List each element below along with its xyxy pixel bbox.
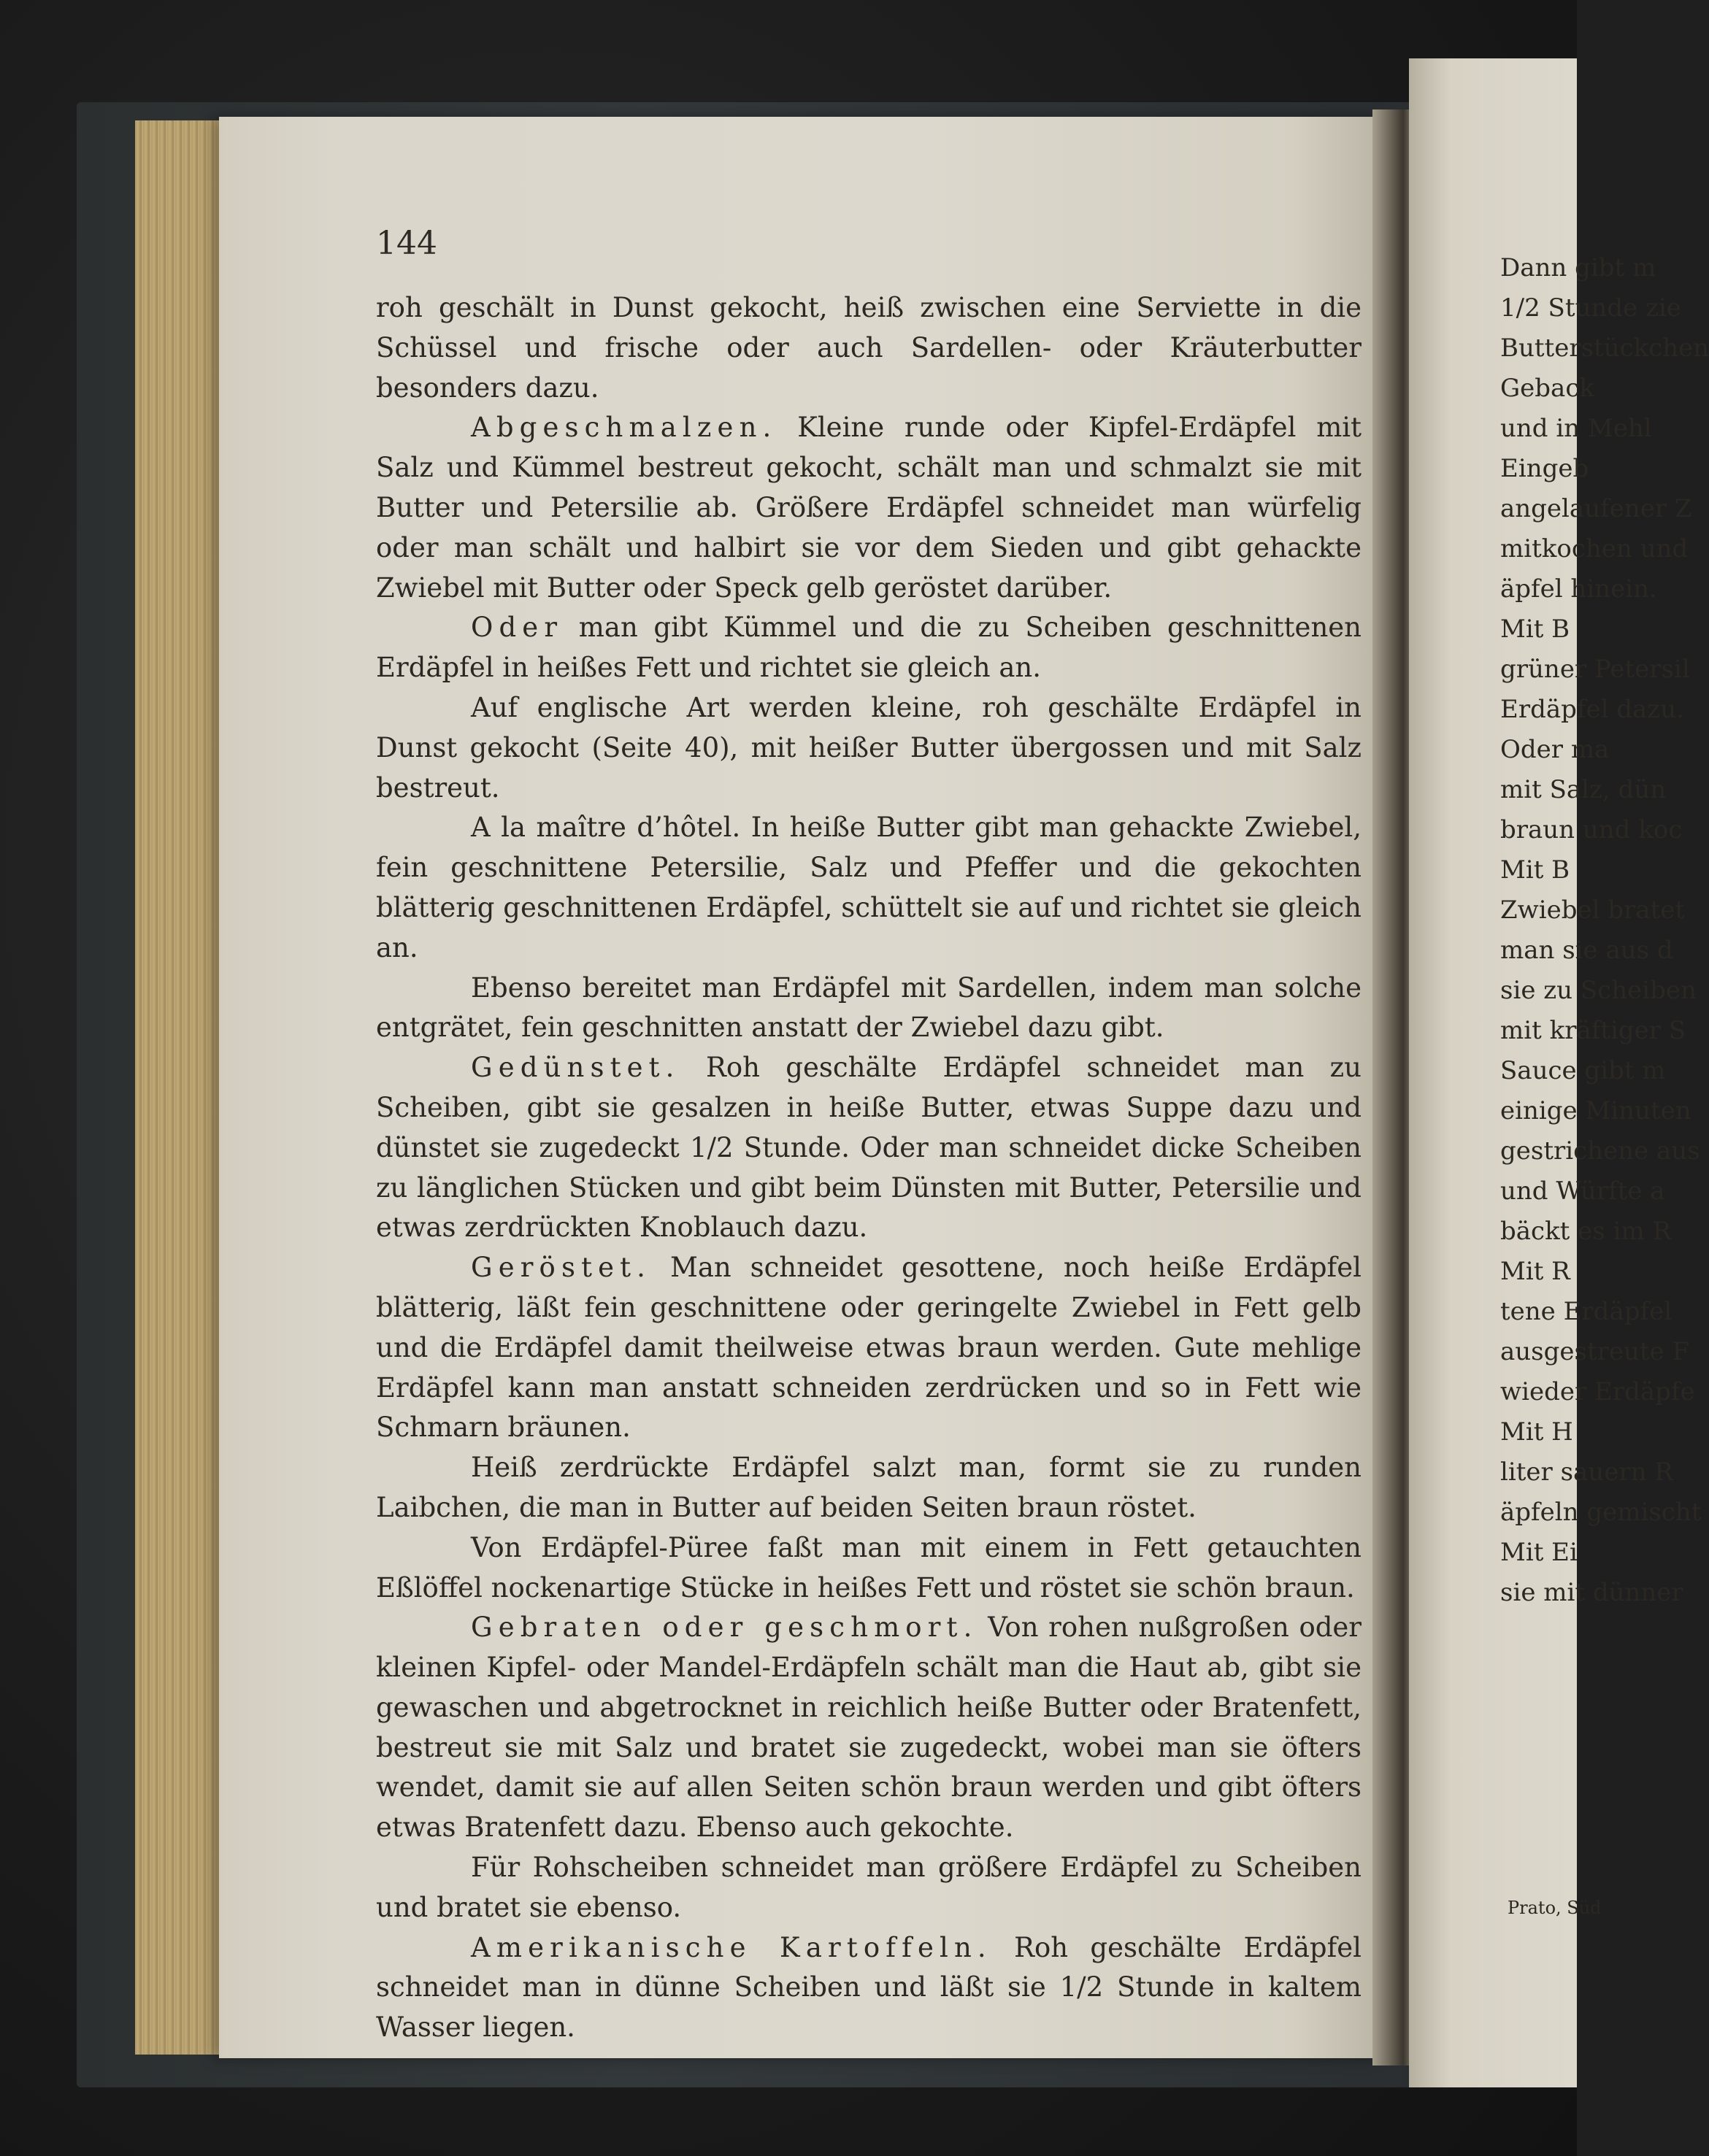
- right-page-line: man sie aus d: [1500, 936, 1673, 965]
- right-page-line: Mit R: [1500, 1257, 1570, 1286]
- paragraph: [376, 408, 1362, 608]
- paragraph-heading: Oder: [471, 612, 564, 644]
- right-page-line: Zwiebel bratet: [1500, 896, 1686, 925]
- right-page-line: braun und koc: [1500, 815, 1683, 844]
- paragraph-text: Roh geschälte Erdäpfel schneidet man zu Scheiben, gibt sie gesalzen in heiße Butter, etwas Suppe dazu und dünstet sie zugedeckt 1/2 Stunde. Oder man schneidet dicke Scheiben zu länglichen Stücken und gibt beim Dünsten mit Butter, Petersilie und etwas zerdrückten Knoblauch dazu.: [376, 1052, 1362, 1244]
- paragraph: [376, 1928, 1362, 2048]
- right-page-line: Mit B: [1500, 615, 1570, 644]
- paragraph-text: roh geschält in Dunst gekocht, heiß zwischen eine Serviette in die Schüssel und frische oder auch Sardellen- oder Kräuterbutter besonders dazu.: [376, 292, 1362, 404]
- right-page-line: mitkochen und: [1500, 534, 1689, 563]
- paragraph: [376, 688, 1362, 808]
- paragraph-heading: Gedünstet.: [471, 1052, 680, 1084]
- right-page-line: einige Minuten: [1500, 1096, 1691, 1125]
- paragraph: [376, 1048, 1362, 1248]
- right-page-line: Butterstückchen: [1500, 334, 1709, 363]
- paragraph: [376, 1608, 1362, 1848]
- right-page-line: angelaufener Z: [1500, 494, 1692, 523]
- right-page-line: mit kräftiger S: [1500, 1016, 1686, 1045]
- right-page-footer: Prato, Süd: [1508, 1898, 1602, 1918]
- right-page-line: Sauce gibt m: [1500, 1056, 1666, 1085]
- paragraph: [376, 1528, 1362, 1609]
- paragraph-heading: Amerikanische Kartoffeln.: [471, 1931, 992, 1963]
- right-page-line: Eingeb: [1500, 454, 1589, 483]
- page-body-text: [376, 288, 1362, 2048]
- paragraph-text: man gibt Kümmel und die zu Scheiben geschnittenen Erdäpfel in heißes Fett und richtet sie gleich an.: [376, 612, 1362, 684]
- paragraph-heading: Geröstet.: [471, 1252, 652, 1284]
- paragraph: [376, 288, 1362, 408]
- right-page-line: wieder Erdäpfe: [1500, 1377, 1695, 1406]
- right-page-line: ausgestreute F: [1500, 1337, 1690, 1366]
- right-page-line: Erdäpfel dazu.: [1500, 695, 1684, 724]
- paragraph-text: Von Erdäpfel-Püree faßt man mit einem in Fett getauchten Eßlöffel nockenartige Stücke in heißes Fett und röstet sie schön braun.: [376, 1531, 1362, 1603]
- paragraph-text: A la maître d’hôtel. In heiße Butter gibt man gehackte Zwiebel, fein geschnittene Petersilie, Salz und Pfeffer und die gekochten blätterig geschnittenen Erdäpfel, schüttelt sie auf und richtet sie gleich an.: [376, 812, 1362, 963]
- right-page-line: Mit H: [1500, 1417, 1573, 1447]
- paragraph: [376, 1248, 1362, 1448]
- right-page-line: und Würfte a: [1500, 1177, 1665, 1206]
- right-page-line: Mit B: [1500, 855, 1570, 885]
- right-page-line: Dann gibt m: [1500, 253, 1656, 282]
- paragraph: [376, 608, 1362, 688]
- right-page-line: tene Erdäpfel: [1500, 1297, 1672, 1326]
- paragraph: [376, 1448, 1362, 1528]
- right-page-line: bäckt es im R: [1500, 1217, 1672, 1246]
- paragraph-text: Für Rohscheiben schneidet man größere Erdäpfel zu Scheiben und bratet sie ebenso.: [376, 1852, 1362, 1923]
- paragraph: [376, 969, 1362, 1049]
- right-page-line: Oder ma: [1500, 735, 1610, 764]
- right-page-line: mit Salz, dün: [1500, 775, 1667, 804]
- right-page-line: Geback: [1500, 374, 1594, 403]
- paragraph-text: Auf englische Art werden kleine, roh geschälte Erdäpfel in Dunst gekocht (Seite 40), mit heißer Butter übergossen und mit Salz bestreut.: [376, 691, 1362, 804]
- paragraph-heading: Abgeschmalzen.: [471, 412, 777, 444]
- right-page-line: grüner Petersil: [1500, 655, 1690, 684]
- paragraph-text: Kleine runde oder Kipfel-Erdäpfel mit Salz und Kümmel bestreut gekocht, schält man und schmalzt sie mit Butter und Petersilie ab. Größere Erdäpfel schneidet man würfelig oder man schält und halbirt sie vor dem Sieden und gibt gehackte Zwiebel mit Butter oder Speck gelb geröstet darüber.: [376, 412, 1362, 604]
- right-page-line: und in Mehl: [1500, 414, 1652, 443]
- right-page-line: 1/2 Stunde zie: [1500, 293, 1681, 323]
- paragraph-text: Heiß zerdrückte Erdäpfel salzt man, formt sie zu runden Laibchen, die man in Butter auf beiden Seiten braun röstet.: [376, 1452, 1362, 1523]
- right-page-line: gestrichene aus: [1500, 1136, 1700, 1166]
- right-page-text: [1500, 248, 1709, 1613]
- right-page-line: Mit Ei: [1500, 1538, 1578, 1567]
- right-page-line: sie zu Scheiben: [1500, 976, 1697, 1005]
- paragraph-text: Roh geschälte Erdäpfel schneidet man in dünne Scheiben und läßt sie 1/2 Stunde in kaltem Wasser liegen.: [376, 1931, 1362, 2044]
- paragraph-text: Ebenso bereitet man Erdäpfel mit Sardellen, indem man solche entgrätet, fein geschnitten anstatt der Zwiebel dazu gibt.: [376, 971, 1362, 1044]
- right-page-line: äpfeln gemischt: [1500, 1498, 1702, 1527]
- paragraph-text: Man schneidet gesottene, noch heiße Erdäpfel blätterig, läßt fein geschnittene oder geringelte Zwiebel in Fett gelb und die Erdäpfel damit theilweise etwas braun werden. Gute mehlige Erdäpfel kann man anstatt schneiden zerdrücken und so in Fett wie Schmarn bräunen.: [376, 1252, 1362, 1444]
- paragraph-text: Von rohen nußgroßen oder kleinen Kipfel- oder Mandel-Erdäpfeln schält man die Haut ab, gibt sie gewaschen und abgetrocknet in reichlich heiße Butter oder Bratenfett, bestreut sie mit Salz und bratet sie zugedeckt, wobei man sie öfters wendet, damit sie auf allen Seiten schön braun werden und gibt öfters etwas Bratenfett dazu. Ebenso auch gekochte.: [376, 1612, 1362, 1844]
- paragraph: [376, 1848, 1362, 1928]
- right-page-line: liter sauern R: [1500, 1458, 1673, 1487]
- right-page-line: sie mit dünner: [1500, 1578, 1683, 1607]
- paragraph-heading: Gebraten oder geschmort.: [471, 1612, 978, 1644]
- paragraph: [376, 808, 1362, 968]
- page-number: 144: [376, 225, 437, 262]
- right-page-line: äpfel hinein.: [1500, 574, 1657, 604]
